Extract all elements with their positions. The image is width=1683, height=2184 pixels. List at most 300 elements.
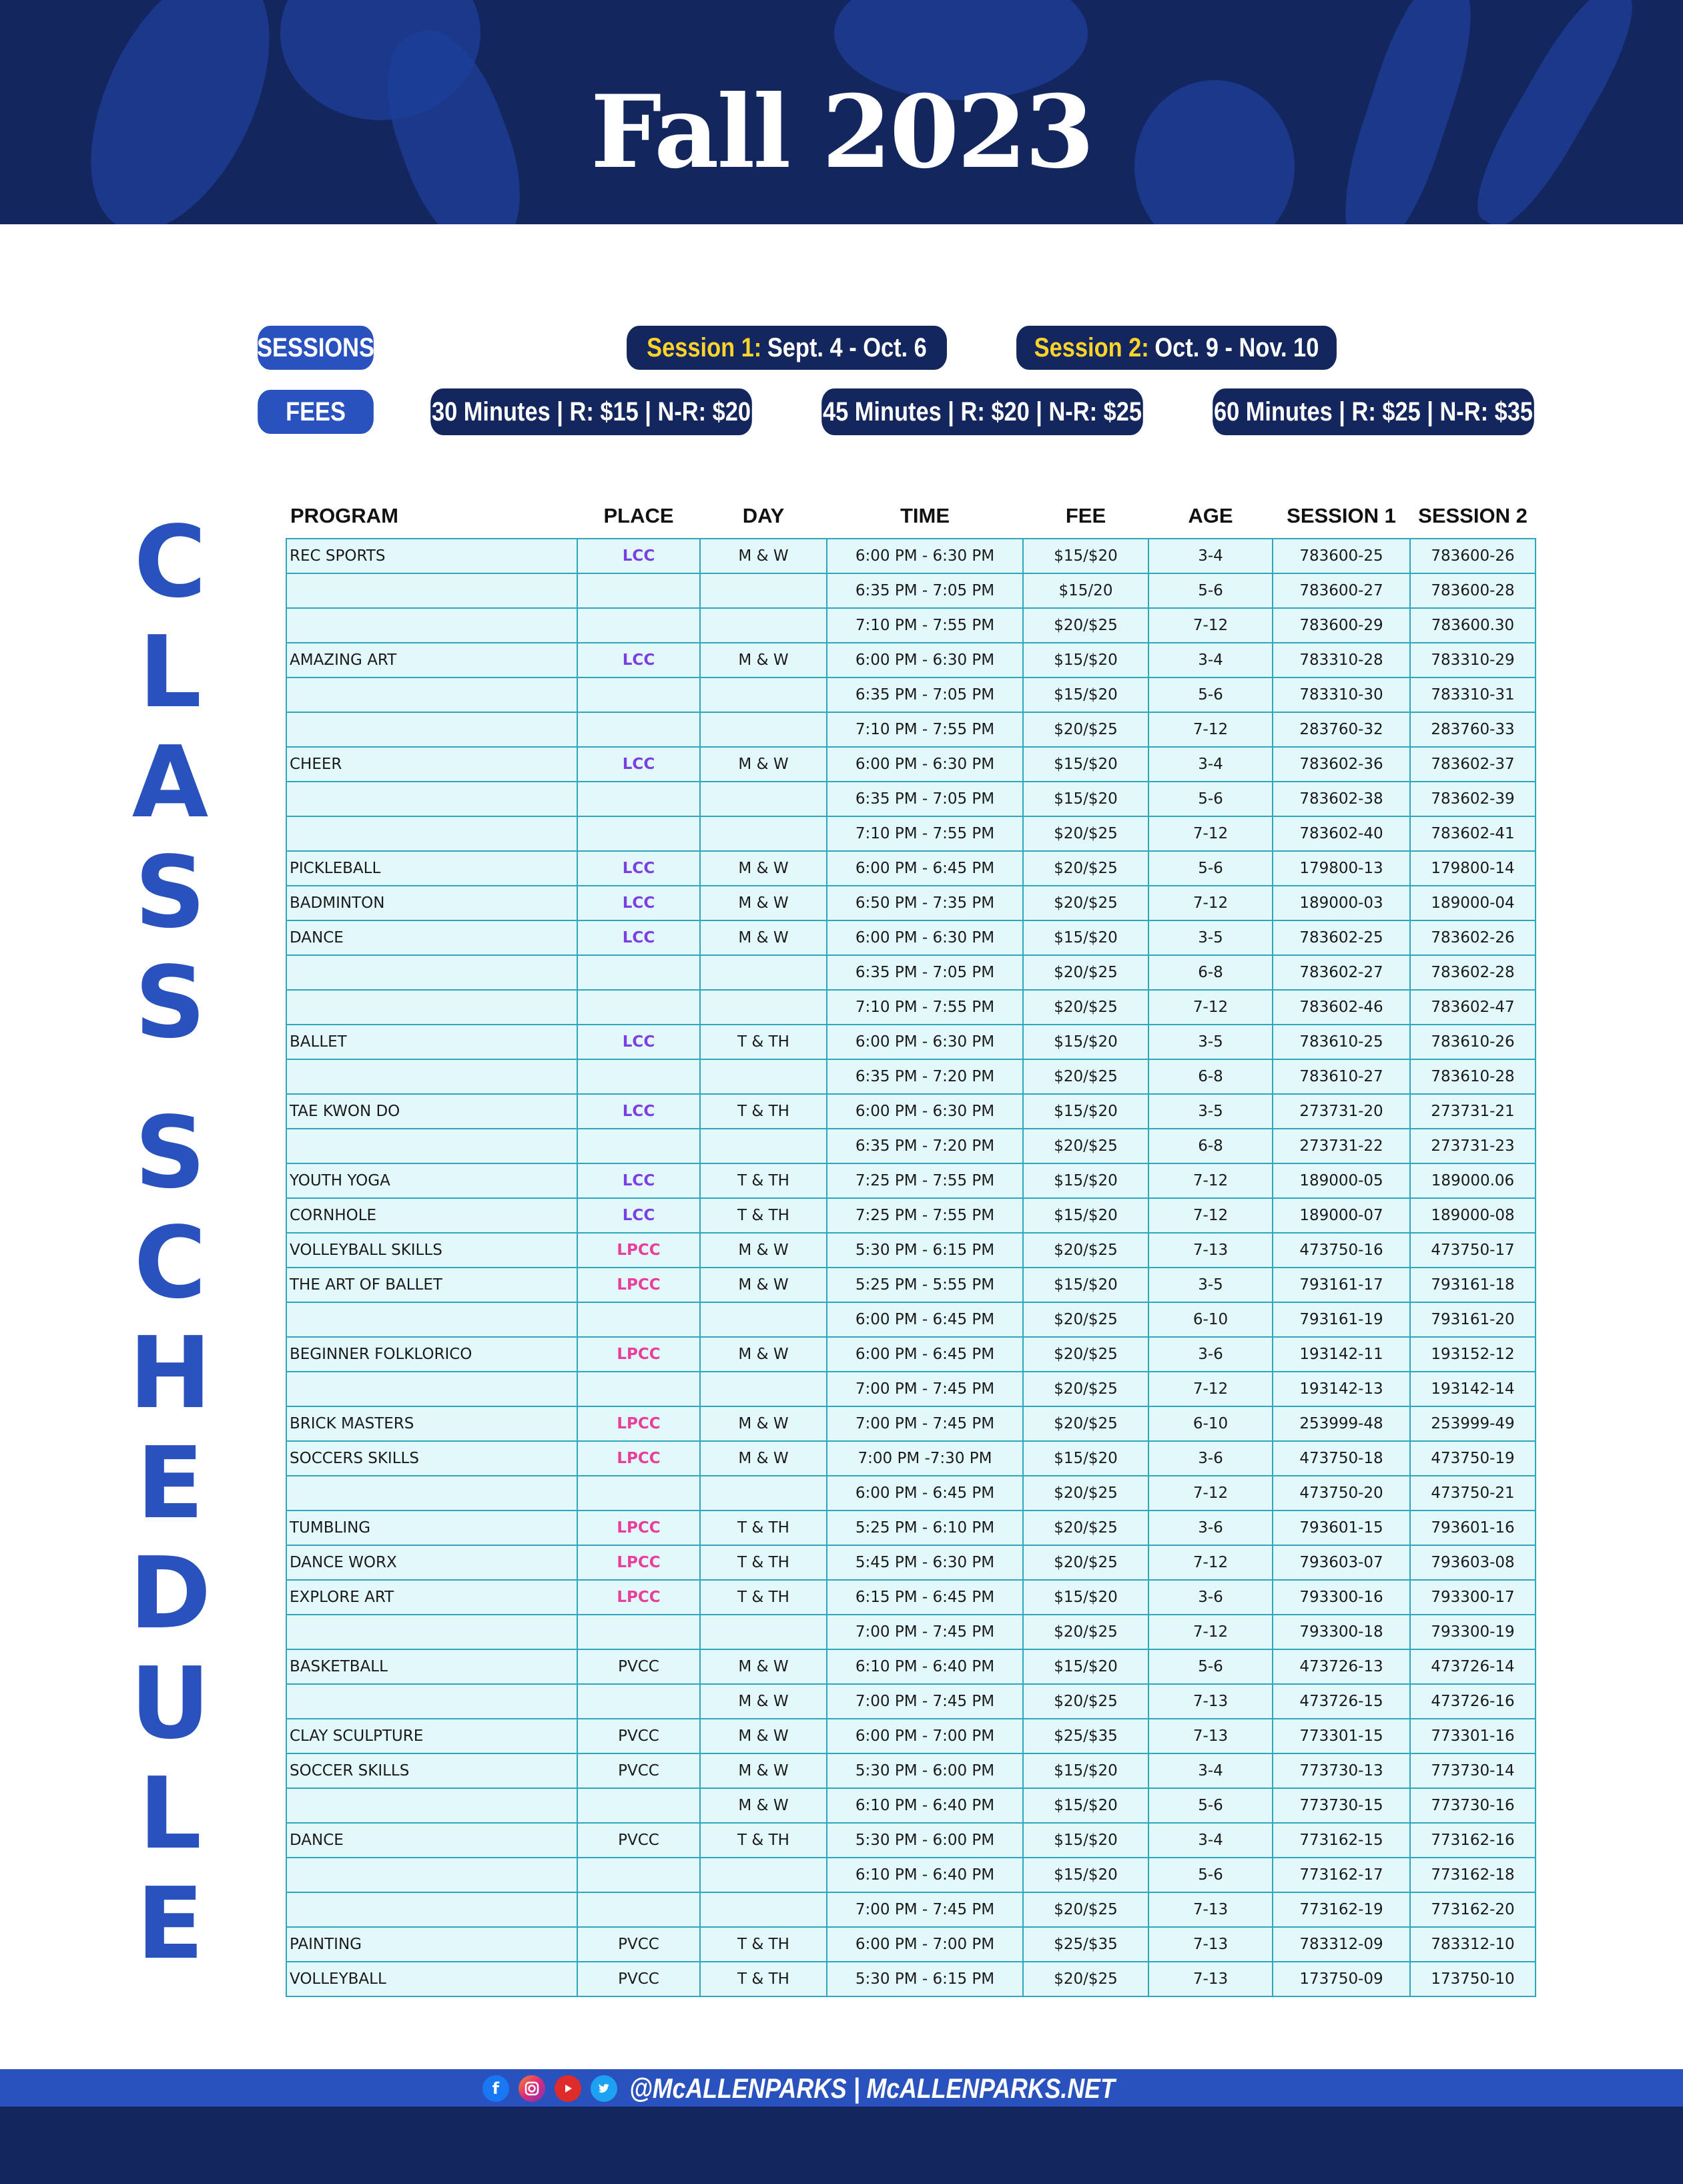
age-cell: 7-13 — [1148, 1892, 1273, 1927]
session-2-cell: 783600-28 — [1410, 573, 1536, 608]
session-1-cell: 783600-29 — [1273, 608, 1410, 643]
session-2-cell: 193152-12 — [1410, 1337, 1536, 1372]
fee-cell: $15/$20 — [1023, 1649, 1148, 1684]
place-cell: LCC — [577, 1198, 700, 1233]
time-cell: 7:00 PM -7:30 PM — [827, 1441, 1023, 1476]
session-1-cell: 473750-16 — [1273, 1233, 1410, 1268]
day-cell — [700, 1476, 827, 1511]
session-1-cell: 253999-48 — [1273, 1406, 1410, 1441]
session-2-cell: 253999-49 — [1410, 1406, 1536, 1441]
day-cell: T & TH — [700, 1094, 827, 1129]
age-cell: 7-12 — [1148, 990, 1273, 1025]
session-2-cell: 783602-26 — [1410, 920, 1536, 955]
program-cell: TUMBLING — [286, 1511, 577, 1545]
fee-cell: $20/$25 — [1023, 1372, 1148, 1406]
age-cell: 5-6 — [1148, 677, 1273, 712]
table-row — [286, 851, 1536, 886]
table-row — [286, 712, 1536, 747]
age-cell: 7-13 — [1148, 1962, 1273, 1996]
program-cell: PICKLEBALL — [286, 851, 577, 886]
program-cell — [286, 782, 577, 816]
program-cell: BADMINTON — [286, 886, 577, 920]
place-cell: LCC — [577, 643, 700, 677]
place-cell — [577, 1858, 700, 1892]
fee-cell: $20/$25 — [1023, 1476, 1148, 1511]
place-cell — [577, 1788, 700, 1823]
session-1-cell: 773730-13 — [1273, 1753, 1410, 1788]
social-links — [0, 2075, 1683, 2103]
age-cell: 3-4 — [1148, 539, 1273, 573]
fee-cell: $20/$25 — [1023, 990, 1148, 1025]
fee-cell: $15/20 — [1023, 573, 1148, 608]
program-cell — [286, 1615, 577, 1649]
fee-cell: $25/$35 — [1023, 1719, 1148, 1753]
place-cell: LPCC — [577, 1268, 700, 1302]
time-cell: 7:00 PM - 7:45 PM — [827, 1615, 1023, 1649]
table-row — [286, 1580, 1536, 1615]
fee-cell: $20/$25 — [1023, 1233, 1148, 1268]
session-1-cell: 783310-30 — [1273, 677, 1410, 712]
session-1-cell: 193142-11 — [1273, 1337, 1410, 1372]
time-cell: 5:30 PM - 6:00 PM — [827, 1823, 1023, 1858]
title-letter: H — [129, 1316, 212, 1430]
table-row — [286, 1823, 1536, 1858]
fee-option-45: 45 Minutes | R: $20 | N-R: $25 — [821, 388, 1143, 435]
place-cell — [577, 712, 700, 747]
table-row — [286, 1441, 1536, 1476]
day-cell: M & W — [700, 1337, 827, 1372]
place-cell — [577, 1892, 700, 1927]
place-cell: LPCC — [577, 1337, 700, 1372]
fee-cell: $20/$25 — [1023, 1406, 1148, 1441]
program-cell — [286, 955, 577, 990]
session-1-pill — [627, 326, 947, 370]
program-cell — [286, 1788, 577, 1823]
table-row — [286, 1406, 1536, 1441]
title-letter: S — [134, 945, 206, 1060]
program-cell — [286, 712, 577, 747]
fee-cell: $15/$20 — [1023, 1198, 1148, 1233]
program-cell — [286, 608, 577, 643]
session-1-cell: 783602-27 — [1273, 955, 1410, 990]
age-cell: 6-8 — [1148, 1059, 1273, 1094]
title-gap — [120, 1058, 220, 1098]
session-1-cell: 283760-32 — [1273, 712, 1410, 747]
place-cell — [577, 955, 700, 990]
table-row — [286, 643, 1536, 677]
place-cell — [577, 1302, 700, 1337]
session-2-cell: 783600.30 — [1410, 608, 1536, 643]
time-cell: 6:10 PM - 6:40 PM — [827, 1858, 1023, 1892]
program-cell: BRICK MASTERS — [286, 1406, 577, 1441]
day-cell — [700, 1892, 827, 1927]
day-cell: M & W — [700, 539, 827, 573]
session-2-cell: 193142-14 — [1410, 1372, 1536, 1406]
fee-cell: $15/$20 — [1023, 1163, 1148, 1198]
day-cell — [700, 1615, 827, 1649]
session-2-cell: 273731-23 — [1410, 1129, 1536, 1163]
time-cell: 6:00 PM - 6:45 PM — [827, 851, 1023, 886]
column-header-time: TIME — [900, 504, 950, 527]
place-cell: LCC — [577, 886, 700, 920]
table-row — [286, 1025, 1536, 1059]
fee-cell: $15/$20 — [1023, 1268, 1148, 1302]
age-cell: 5-6 — [1148, 851, 1273, 886]
place-cell — [577, 1372, 700, 1406]
column-header-session-1: SESSION 1 — [1287, 504, 1396, 527]
table-row — [286, 1719, 1536, 1753]
table-row — [286, 1129, 1536, 1163]
program-cell: VOLLEYBALL — [286, 1962, 577, 1996]
session-2-cell: 273731-21 — [1410, 1094, 1536, 1129]
program-cell — [286, 1892, 577, 1927]
time-cell: 6:35 PM - 7:20 PM — [827, 1059, 1023, 1094]
place-cell: LCC — [577, 920, 700, 955]
program-cell — [286, 1476, 577, 1511]
session-2-cell: 783610-28 — [1410, 1059, 1536, 1094]
time-cell: 6:50 PM - 7:35 PM — [827, 886, 1023, 920]
age-cell: 7-12 — [1148, 1198, 1273, 1233]
session-2-cell: 189000.06 — [1410, 1163, 1536, 1198]
day-cell — [700, 573, 827, 608]
place-cell — [577, 573, 700, 608]
age-cell: 3-5 — [1148, 1025, 1273, 1059]
age-cell: 7-12 — [1148, 1163, 1273, 1198]
age-cell: 7-13 — [1148, 1684, 1273, 1719]
session-2-cell: 783602-41 — [1410, 816, 1536, 851]
fee-cell: $20/$25 — [1023, 1511, 1148, 1545]
fee-cell: $15/$20 — [1023, 1788, 1148, 1823]
place-cell: PVCC — [577, 1962, 700, 1996]
time-cell: 7:10 PM - 7:55 PM — [827, 608, 1023, 643]
day-cell — [700, 990, 827, 1025]
day-cell — [700, 1372, 827, 1406]
fee-cell: $15/$20 — [1023, 1094, 1148, 1129]
table-row — [286, 1372, 1536, 1406]
program-cell: PAINTING — [286, 1927, 577, 1962]
age-cell: 3-4 — [1148, 1753, 1273, 1788]
day-cell: M & W — [700, 643, 827, 677]
fee-cell: $20/$25 — [1023, 1892, 1148, 1927]
session-2-cell: 783602-39 — [1410, 782, 1536, 816]
session-1-dates: Sept. 4 - Oct. 6 — [767, 332, 927, 362]
table-row — [286, 990, 1536, 1025]
program-cell: BEGINNER FOLKLORICO — [286, 1337, 577, 1372]
table-row — [286, 955, 1536, 990]
column-header-program: PROGRAM — [290, 504, 398, 527]
session-1-cell: 773301-15 — [1273, 1719, 1410, 1753]
program-cell: EXPLORE ART — [286, 1580, 577, 1615]
time-cell: 7:25 PM - 7:55 PM — [827, 1163, 1023, 1198]
table-row — [286, 1094, 1536, 1129]
table-row — [286, 1962, 1536, 1996]
session-2-cell: 783602-37 — [1410, 747, 1536, 782]
table-row — [286, 1163, 1536, 1198]
age-cell: 5-6 — [1148, 1858, 1273, 1892]
session-1-cell: 783600-27 — [1273, 573, 1410, 608]
time-cell: 6:00 PM - 6:30 PM — [827, 747, 1023, 782]
day-cell — [700, 712, 827, 747]
age-cell: 7-12 — [1148, 608, 1273, 643]
table-row — [286, 747, 1536, 782]
program-cell — [286, 1684, 577, 1719]
day-cell: M & W — [700, 1753, 827, 1788]
session-1-cell: 793603-07 — [1273, 1545, 1410, 1580]
session-1-cell: 473726-13 — [1273, 1649, 1410, 1684]
column-header-fee: FEE — [1065, 504, 1106, 527]
session-1-cell: 783310-28 — [1273, 643, 1410, 677]
program-cell — [286, 990, 577, 1025]
place-cell: PVCC — [577, 1719, 700, 1753]
session-1-cell: 783312-09 — [1273, 1927, 1410, 1962]
day-cell: T & TH — [700, 1580, 827, 1615]
time-cell: 7:00 PM - 7:45 PM — [827, 1406, 1023, 1441]
fee-cell: $15/$20 — [1023, 782, 1148, 816]
place-cell: LCC — [577, 1025, 700, 1059]
age-cell: 7-12 — [1148, 712, 1273, 747]
session-1-label: Session 1: — [647, 332, 762, 362]
day-cell: M & W — [700, 1441, 827, 1476]
fee-cell: $15/$20 — [1023, 1441, 1148, 1476]
table-row — [286, 677, 1536, 712]
place-cell: LCC — [577, 1163, 700, 1198]
program-cell — [286, 1059, 577, 1094]
session-1-cell: 783600-25 — [1273, 539, 1410, 573]
time-cell: 7:10 PM - 7:55 PM — [827, 712, 1023, 747]
program-cell — [286, 677, 577, 712]
table-row — [286, 1476, 1536, 1511]
session-1-cell: 793601-15 — [1273, 1511, 1410, 1545]
age-cell: 7-13 — [1148, 1233, 1273, 1268]
session-2-cell: 793161-18 — [1410, 1268, 1536, 1302]
time-cell: 5:30 PM - 6:15 PM — [827, 1233, 1023, 1268]
session-1-cell: 773730-15 — [1273, 1788, 1410, 1823]
fee-cell: $20/$25 — [1023, 886, 1148, 920]
session-2-cell: 783310-31 — [1410, 677, 1536, 712]
place-cell: LPCC — [577, 1511, 700, 1545]
program-cell: AMAZING ART — [286, 643, 577, 677]
time-cell: 7:25 PM - 7:55 PM — [827, 1198, 1023, 1233]
program-cell: BALLET — [286, 1025, 577, 1059]
time-cell: 6:35 PM - 7:20 PM — [827, 1129, 1023, 1163]
time-cell: 6:00 PM - 6:30 PM — [827, 1094, 1023, 1129]
program-cell — [286, 1372, 577, 1406]
fees-label: FEES — [258, 390, 374, 434]
age-cell: 5-6 — [1148, 782, 1273, 816]
time-cell: 7:00 PM - 7:45 PM — [827, 1892, 1023, 1927]
twitter-icon[interactable] — [591, 2075, 617, 2102]
session-2-cell: 783312-10 — [1410, 1927, 1536, 1962]
session-2-cell: 283760-33 — [1410, 712, 1536, 747]
time-cell: 5:45 PM - 6:30 PM — [827, 1545, 1023, 1580]
footer-contact-text[interactable]: @McALLENPARKS | McALLENPARKS.NET — [629, 2073, 1115, 2104]
session-1-cell: 189000-07 — [1273, 1198, 1410, 1233]
day-cell — [700, 1059, 827, 1094]
age-cell: 6-8 — [1148, 1129, 1273, 1163]
session-1-cell: 473726-15 — [1273, 1684, 1410, 1719]
page-title: Fall 2023 — [590, 73, 1093, 191]
age-cell: 3-4 — [1148, 747, 1273, 782]
day-cell: M & W — [700, 886, 827, 920]
session-2-dates: Oct. 9 - Nov. 10 — [1154, 332, 1319, 362]
age-cell: 7-12 — [1148, 1545, 1273, 1580]
fee-cell: $15/$20 — [1023, 677, 1148, 712]
instagram-icon[interactable] — [519, 2075, 545, 2102]
day-cell — [700, 677, 827, 712]
time-cell: 6:35 PM - 7:05 PM — [827, 955, 1023, 990]
table-row — [286, 1649, 1536, 1684]
facebook-icon[interactable]: f — [482, 2075, 509, 2102]
time-cell: 5:25 PM - 5:55 PM — [827, 1268, 1023, 1302]
fee-cell: $20/$25 — [1023, 1684, 1148, 1719]
session-1-cell: 783602-46 — [1273, 990, 1410, 1025]
age-cell: 7-13 — [1148, 1927, 1273, 1962]
place-cell: PVCC — [577, 1927, 700, 1962]
session-2-cell: 773730-14 — [1410, 1753, 1536, 1788]
age-cell: 7-12 — [1148, 1372, 1273, 1406]
day-cell: T & TH — [700, 1025, 827, 1059]
fee-cell: $20/$25 — [1023, 816, 1148, 851]
session-2-cell: 783310-29 — [1410, 643, 1536, 677]
session-2-cell: 783610-26 — [1410, 1025, 1536, 1059]
session-2-cell: 473750-19 — [1410, 1441, 1536, 1476]
time-cell: 7:00 PM - 7:45 PM — [827, 1684, 1023, 1719]
day-cell: T & TH — [700, 1823, 827, 1858]
day-cell — [700, 955, 827, 990]
fee-cell: $20/$25 — [1023, 1615, 1148, 1649]
place-cell: PVCC — [577, 1649, 700, 1684]
session-1-cell: 473750-20 — [1273, 1476, 1410, 1511]
session-1-cell: 173750-09 — [1273, 1962, 1410, 1996]
time-cell: 6:00 PM - 6:30 PM — [827, 539, 1023, 573]
day-cell — [700, 816, 827, 851]
time-cell: 6:35 PM - 7:05 PM — [827, 782, 1023, 816]
place-cell: LCC — [577, 1094, 700, 1129]
youtube-icon[interactable] — [555, 2075, 581, 2102]
age-cell: 3-6 — [1148, 1337, 1273, 1372]
session-2-cell: 773162-20 — [1410, 1892, 1536, 1927]
footer-band — [0, 2107, 1683, 2184]
place-cell — [577, 677, 700, 712]
day-cell: M & W — [700, 851, 827, 886]
day-cell: M & W — [700, 1649, 827, 1684]
session-2-cell: 173750-10 — [1410, 1962, 1536, 1996]
session-2-cell: 773162-18 — [1410, 1858, 1536, 1892]
session-2-cell: 773301-16 — [1410, 1719, 1536, 1753]
day-cell: M & W — [700, 920, 827, 955]
time-cell: 6:00 PM - 6:45 PM — [827, 1337, 1023, 1372]
fee-cell: $20/$25 — [1023, 1337, 1148, 1372]
column-header-day: DAY — [742, 504, 785, 527]
session-2-cell: 793300-17 — [1410, 1580, 1536, 1615]
session-1-cell: 193142-13 — [1273, 1372, 1410, 1406]
title-letter: E — [136, 1426, 204, 1541]
fee-cell: $20/$25 — [1023, 1962, 1148, 1996]
title-letter: E — [136, 1866, 204, 1981]
age-cell: 6-10 — [1148, 1406, 1273, 1441]
day-cell: M & W — [700, 1788, 827, 1823]
program-cell: DANCE WORX — [286, 1545, 577, 1580]
age-cell: 6-10 — [1148, 1302, 1273, 1337]
header-banner — [0, 0, 1683, 224]
column-header-session-2: SESSION 2 — [1418, 504, 1528, 527]
session-2-cell: 783602-28 — [1410, 955, 1536, 990]
day-cell: M & W — [700, 1406, 827, 1441]
age-cell: 3-6 — [1148, 1511, 1273, 1545]
day-cell: T & TH — [700, 1962, 827, 1996]
age-cell: 7-12 — [1148, 886, 1273, 920]
time-cell: 6:00 PM - 7:00 PM — [827, 1927, 1023, 1962]
fee-cell: $25/$35 — [1023, 1927, 1148, 1962]
session-1-cell: 773162-17 — [1273, 1858, 1410, 1892]
age-cell: 5-6 — [1148, 1649, 1273, 1684]
session-2-cell: 793161-20 — [1410, 1302, 1536, 1337]
session-1-cell: 783602-36 — [1273, 747, 1410, 782]
title-letter: U — [129, 1646, 211, 1761]
column-header-place: PLACE — [603, 504, 674, 527]
age-cell: 3-4 — [1148, 1823, 1273, 1858]
table-row — [286, 608, 1536, 643]
session-2-pill — [1016, 326, 1337, 370]
age-cell: 6-8 — [1148, 955, 1273, 990]
fee-cell: $20/$25 — [1023, 712, 1148, 747]
fee-cell: $15/$20 — [1023, 1823, 1148, 1858]
table-row — [286, 1198, 1536, 1233]
program-cell: REC SPORTS — [286, 539, 577, 573]
session-1-cell: 783602-25 — [1273, 920, 1410, 955]
program-cell: VOLLEYBALL SKILLS — [286, 1233, 577, 1268]
session-1-cell: 793161-19 — [1273, 1302, 1410, 1337]
program-cell — [286, 816, 577, 851]
table-row — [286, 1615, 1536, 1649]
time-cell: 6:00 PM - 6:45 PM — [827, 1302, 1023, 1337]
table-row — [286, 886, 1536, 920]
table-row — [286, 573, 1536, 608]
age-cell: 5-6 — [1148, 573, 1273, 608]
session-2-cell: 189000-04 — [1410, 886, 1536, 920]
session-1-cell: 783610-25 — [1273, 1025, 1410, 1059]
sessions-label: SESSIONS — [258, 326, 374, 370]
program-cell: DANCE — [286, 920, 577, 955]
place-cell — [577, 990, 700, 1025]
session-1-cell: 179800-13 — [1273, 851, 1410, 886]
program-cell — [286, 573, 577, 608]
session-2-cell: 783602-47 — [1410, 990, 1536, 1025]
place-cell — [577, 816, 700, 851]
place-cell: LPCC — [577, 1406, 700, 1441]
title-letter: S — [134, 835, 206, 950]
day-cell: M & W — [700, 747, 827, 782]
age-cell: 3-5 — [1148, 1094, 1273, 1129]
program-cell — [286, 1129, 577, 1163]
place-cell — [577, 608, 700, 643]
time-cell: 6:15 PM - 6:45 PM — [827, 1580, 1023, 1615]
session-1-cell: 783602-38 — [1273, 782, 1410, 816]
fee-cell: $15/$20 — [1023, 1025, 1148, 1059]
session-2-cell: 189000-08 — [1410, 1198, 1536, 1233]
time-cell: 6:00 PM - 6:45 PM — [827, 1476, 1023, 1511]
fee-cell: $20/$25 — [1023, 955, 1148, 990]
table-row — [286, 1684, 1536, 1719]
session-2-cell: 783600-26 — [1410, 539, 1536, 573]
fee-cell: $15/$20 — [1023, 643, 1148, 677]
place-cell: LCC — [577, 539, 700, 573]
place-cell — [577, 782, 700, 816]
session-2-cell: 473750-21 — [1410, 1476, 1536, 1511]
time-cell: 5:30 PM - 6:15 PM — [827, 1962, 1023, 1996]
fee-cell: $15/$20 — [1023, 1858, 1148, 1892]
day-cell: T & TH — [700, 1198, 827, 1233]
